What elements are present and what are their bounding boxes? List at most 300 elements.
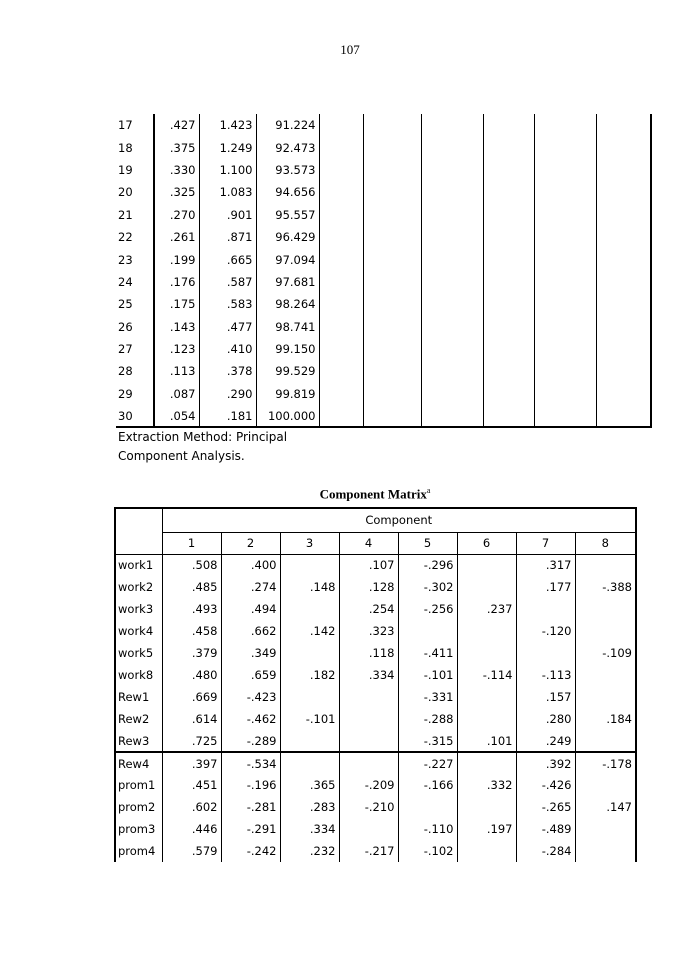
empty-cell [596, 383, 651, 405]
matrix-row [115, 708, 636, 730]
variance-footnote [118, 428, 287, 466]
eigenvalue-total: .123 [154, 338, 199, 360]
empty-cell [596, 136, 651, 158]
empty-cell [534, 226, 596, 248]
eigenvalue-total: .054 [154, 405, 199, 427]
loading-value: .458 [162, 620, 221, 642]
loading-value: .142 [280, 620, 339, 642]
variance-row [116, 405, 651, 427]
empty-cell [421, 338, 483, 360]
component-number: 22 [116, 226, 154, 248]
empty-cell [483, 338, 534, 360]
loading-value [575, 620, 636, 642]
matrix-row [115, 840, 636, 862]
empty-cell [596, 338, 651, 360]
empty-cell [421, 159, 483, 181]
cumulative-percent: 99.529 [256, 360, 319, 382]
empty-cell [596, 316, 651, 338]
loading-value: .446 [162, 818, 221, 840]
loading-value [339, 708, 398, 730]
loading-value: -.120 [516, 620, 575, 642]
empty-cell [483, 226, 534, 248]
empty-cell [534, 405, 596, 427]
percent-variance: .871 [199, 226, 256, 248]
variance-row [116, 271, 651, 293]
loading-value [457, 620, 516, 642]
cumulative-percent: 99.819 [256, 383, 319, 405]
loading-value [339, 730, 398, 752]
empty-cell [421, 136, 483, 158]
component-number: 29 [116, 383, 154, 405]
loading-value [575, 840, 636, 862]
loading-value: -.302 [398, 576, 457, 598]
loading-value [280, 598, 339, 620]
empty-cell [319, 360, 363, 382]
empty-cell [319, 226, 363, 248]
loading-value [575, 664, 636, 686]
empty-cell [363, 226, 421, 248]
loading-value: .323 [339, 620, 398, 642]
component-number-header: 7 [516, 532, 575, 554]
corner-cell [115, 508, 162, 554]
loading-value: .662 [221, 620, 280, 642]
matrix-row [115, 686, 636, 708]
empty-cell [596, 204, 651, 226]
variance-row [116, 293, 651, 315]
loading-value: .118 [339, 642, 398, 664]
empty-cell [483, 383, 534, 405]
component-number-header: 4 [339, 532, 398, 554]
empty-cell [534, 271, 596, 293]
footnote-line: Component Analysis. [118, 449, 245, 463]
loading-value: -.388 [575, 576, 636, 598]
loading-value: .128 [339, 576, 398, 598]
component-number: 23 [116, 248, 154, 270]
loading-value [280, 554, 339, 576]
empty-cell [421, 293, 483, 315]
loading-value: .249 [516, 730, 575, 752]
title-text: Component Matrix [319, 486, 427, 502]
loading-value: -.209 [339, 774, 398, 796]
empty-cell [483, 114, 534, 136]
variable-label: work2 [115, 576, 162, 598]
variable-label: Rew2 [115, 708, 162, 730]
empty-cell [421, 316, 483, 338]
loading-value: -.296 [398, 554, 457, 576]
loading-value: -.113 [516, 664, 575, 686]
empty-cell [363, 114, 421, 136]
loading-value [280, 642, 339, 664]
percent-variance: .290 [199, 383, 256, 405]
component-number-header: 5 [398, 532, 457, 554]
matrix-row [115, 730, 636, 752]
loading-value [457, 576, 516, 598]
variable-label: work8 [115, 664, 162, 686]
empty-cell [534, 248, 596, 270]
eigenvalue-total: .175 [154, 293, 199, 315]
empty-cell [319, 271, 363, 293]
loading-value: -.227 [398, 752, 457, 774]
loading-value [575, 686, 636, 708]
loading-value: -.426 [516, 774, 575, 796]
empty-cell [363, 204, 421, 226]
empty-cell [363, 316, 421, 338]
eigenvalue-total: .427 [154, 114, 199, 136]
loading-value [339, 818, 398, 840]
loading-value [280, 730, 339, 752]
loading-value [575, 554, 636, 576]
loading-value: -.534 [221, 752, 280, 774]
loading-value: -.411 [398, 642, 457, 664]
loading-value: .197 [457, 818, 516, 840]
empty-cell [319, 316, 363, 338]
loading-value [575, 730, 636, 752]
loading-value: -.101 [280, 708, 339, 730]
variance-row [116, 338, 651, 360]
eigenvalue-total: .375 [154, 136, 199, 158]
percent-variance: .587 [199, 271, 256, 293]
component-number-header: 2 [221, 532, 280, 554]
percent-variance: 1.249 [199, 136, 256, 158]
loading-value: -.110 [398, 818, 457, 840]
loading-value: .182 [280, 664, 339, 686]
variance-row [116, 226, 651, 248]
cumulative-percent: 97.094 [256, 248, 319, 270]
loading-value: -.178 [575, 752, 636, 774]
loading-value: .334 [280, 818, 339, 840]
variable-label: work3 [115, 598, 162, 620]
eigenvalue-total: .261 [154, 226, 199, 248]
cumulative-percent: 95.557 [256, 204, 319, 226]
component-number: 17 [116, 114, 154, 136]
loading-value: .349 [221, 642, 280, 664]
empty-cell [319, 248, 363, 270]
loading-value [457, 796, 516, 818]
empty-cell [483, 271, 534, 293]
empty-cell [483, 293, 534, 315]
empty-cell [421, 271, 483, 293]
empty-cell [483, 159, 534, 181]
empty-cell [534, 136, 596, 158]
empty-cell [363, 181, 421, 203]
loading-value: .508 [162, 554, 221, 576]
empty-cell [421, 181, 483, 203]
empty-cell [319, 293, 363, 315]
loading-value: .480 [162, 664, 221, 686]
loading-value: .107 [339, 554, 398, 576]
loading-value: .392 [516, 752, 575, 774]
eigenvalue-total: .199 [154, 248, 199, 270]
empty-cell [483, 316, 534, 338]
percent-variance: .410 [199, 338, 256, 360]
empty-cell [421, 114, 483, 136]
loading-value: .379 [162, 642, 221, 664]
variance-row [116, 383, 651, 405]
variable-label: work5 [115, 642, 162, 664]
loading-value: .579 [162, 840, 221, 862]
component-number: 21 [116, 204, 154, 226]
empty-cell [363, 338, 421, 360]
loading-value: .494 [221, 598, 280, 620]
loading-value: .332 [457, 774, 516, 796]
loading-value: -.288 [398, 708, 457, 730]
loading-value [457, 642, 516, 664]
component-number: 20 [116, 181, 154, 203]
title-superscript: a [426, 486, 431, 495]
empty-cell [363, 405, 421, 427]
eigenvalue-total: .330 [154, 159, 199, 181]
loading-value: .283 [280, 796, 339, 818]
loading-value: .365 [280, 774, 339, 796]
loading-value: .334 [339, 664, 398, 686]
empty-cell [319, 136, 363, 158]
percent-variance: 1.423 [199, 114, 256, 136]
matrix-row [115, 752, 636, 774]
cumulative-percent: 97.681 [256, 271, 319, 293]
component-number-header: 1 [162, 532, 221, 554]
loading-value [457, 840, 516, 862]
loading-value [457, 554, 516, 576]
component-number: 25 [116, 293, 154, 315]
loading-value: .451 [162, 774, 221, 796]
loading-value: -.331 [398, 686, 457, 708]
variable-label: prom2 [115, 796, 162, 818]
loading-value [339, 686, 398, 708]
loading-value: .280 [516, 708, 575, 730]
loading-value: -.256 [398, 598, 457, 620]
empty-cell [319, 114, 363, 136]
loading-value [516, 598, 575, 620]
empty-cell [596, 293, 651, 315]
variable-label: Rew4 [115, 752, 162, 774]
variance-row [116, 248, 651, 270]
loading-value: -.281 [221, 796, 280, 818]
loading-value [398, 620, 457, 642]
empty-cell [596, 159, 651, 181]
component-matrix-table [114, 507, 637, 862]
empty-cell [319, 181, 363, 203]
empty-cell [596, 248, 651, 270]
loading-value: .602 [162, 796, 221, 818]
loading-value: .614 [162, 708, 221, 730]
cumulative-percent: 92.473 [256, 136, 319, 158]
empty-cell [363, 136, 421, 158]
empty-cell [534, 293, 596, 315]
loading-value: .725 [162, 730, 221, 752]
component-number: 18 [116, 136, 154, 158]
eigenvalue-total: .270 [154, 204, 199, 226]
empty-cell [483, 248, 534, 270]
cumulative-percent: 91.224 [256, 114, 319, 136]
component-number: 27 [116, 338, 154, 360]
empty-cell [596, 226, 651, 248]
component-matrix-title [0, 486, 700, 502]
empty-cell [319, 159, 363, 181]
loading-value [398, 796, 457, 818]
empty-cell [421, 405, 483, 427]
loading-value: .184 [575, 708, 636, 730]
component-number-header: 8 [575, 532, 636, 554]
variance-row [116, 159, 651, 181]
empty-cell [596, 114, 651, 136]
loading-value: .317 [516, 554, 575, 576]
loading-value [516, 642, 575, 664]
loading-value [457, 686, 516, 708]
loading-value: -.423 [221, 686, 280, 708]
percent-variance: 1.083 [199, 181, 256, 203]
component-number-header: 3 [280, 532, 339, 554]
variance-row [116, 360, 651, 382]
empty-cell [534, 338, 596, 360]
loading-value: -.196 [221, 774, 280, 796]
cumulative-percent: 99.150 [256, 338, 319, 360]
empty-cell [421, 383, 483, 405]
cumulative-percent: 100.000 [256, 405, 319, 427]
empty-cell [319, 383, 363, 405]
loading-value: -.289 [221, 730, 280, 752]
matrix-row [115, 774, 636, 796]
empty-cell [363, 383, 421, 405]
component-number: 19 [116, 159, 154, 181]
component-number: 28 [116, 360, 154, 382]
eigenvalue-total: .176 [154, 271, 199, 293]
variance-row [116, 316, 651, 338]
empty-cell [363, 360, 421, 382]
empty-cell [319, 405, 363, 427]
empty-cell [596, 181, 651, 203]
empty-cell [534, 360, 596, 382]
loading-value: .659 [221, 664, 280, 686]
eigenvalue-total: .143 [154, 316, 199, 338]
loading-value: .397 [162, 752, 221, 774]
empty-cell [534, 316, 596, 338]
loading-value: .669 [162, 686, 221, 708]
empty-cell [363, 159, 421, 181]
empty-cell [534, 114, 596, 136]
component-number-header: 6 [457, 532, 516, 554]
percent-variance: .583 [199, 293, 256, 315]
variance-table [116, 114, 652, 428]
empty-cell [483, 204, 534, 226]
cumulative-percent: 98.741 [256, 316, 319, 338]
cumulative-percent: 98.264 [256, 293, 319, 315]
loading-value: -.102 [398, 840, 457, 862]
variable-label: prom3 [115, 818, 162, 840]
footnote-line: Extraction Method: Principal [118, 430, 288, 444]
variance-row [116, 204, 651, 226]
component-group-header: Component [162, 508, 636, 532]
percent-variance: .901 [199, 204, 256, 226]
percent-variance: .181 [199, 405, 256, 427]
percent-variance: 1.100 [199, 159, 256, 181]
empty-cell [363, 248, 421, 270]
empty-cell [319, 204, 363, 226]
loading-value: -.166 [398, 774, 457, 796]
loading-value: -.315 [398, 730, 457, 752]
matrix-row [115, 598, 636, 620]
empty-cell [483, 360, 534, 382]
eigenvalue-total: .113 [154, 360, 199, 382]
loading-value: .485 [162, 576, 221, 598]
percent-variance: .378 [199, 360, 256, 382]
empty-cell [534, 204, 596, 226]
matrix-row [115, 796, 636, 818]
loading-value: .493 [162, 598, 221, 620]
loading-value: -.284 [516, 840, 575, 862]
empty-cell [596, 405, 651, 427]
loading-value: -.217 [339, 840, 398, 862]
loading-value: -.489 [516, 818, 575, 840]
empty-cell [421, 204, 483, 226]
loading-value: .177 [516, 576, 575, 598]
component-number: 30 [116, 405, 154, 427]
loading-value [575, 818, 636, 840]
matrix-row [115, 554, 636, 576]
loading-value [575, 774, 636, 796]
matrix-row [115, 620, 636, 642]
loading-value: .147 [575, 796, 636, 818]
empty-cell [363, 271, 421, 293]
empty-cell [534, 383, 596, 405]
empty-cell [534, 181, 596, 203]
variable-label: Rew3 [115, 730, 162, 752]
loading-value [457, 708, 516, 730]
variable-label: prom1 [115, 774, 162, 796]
eigenvalue-total: .087 [154, 383, 199, 405]
loading-value: .101 [457, 730, 516, 752]
eigenvalue-total: .325 [154, 181, 199, 203]
empty-cell [421, 360, 483, 382]
loading-value: .274 [221, 576, 280, 598]
variance-row [116, 114, 651, 136]
empty-cell [319, 338, 363, 360]
loading-value: .157 [516, 686, 575, 708]
variable-label: work1 [115, 554, 162, 576]
loading-value: -.109 [575, 642, 636, 664]
loading-value: -.242 [221, 840, 280, 862]
loading-value: .232 [280, 840, 339, 862]
page-number: 107 [340, 42, 360, 57]
loading-value [280, 752, 339, 774]
loading-value [280, 686, 339, 708]
cumulative-percent: 93.573 [256, 159, 319, 181]
loading-value: -.101 [398, 664, 457, 686]
component-number: 26 [116, 316, 154, 338]
variable-label: Rew1 [115, 686, 162, 708]
variance-row [116, 181, 651, 203]
empty-cell [483, 181, 534, 203]
loading-value: .237 [457, 598, 516, 620]
empty-cell [363, 293, 421, 315]
empty-cell [596, 271, 651, 293]
empty-cell [596, 360, 651, 382]
loading-value: .400 [221, 554, 280, 576]
percent-variance: .665 [199, 248, 256, 270]
matrix-row [115, 576, 636, 598]
percent-variance: .477 [199, 316, 256, 338]
variance-row [116, 136, 651, 158]
empty-cell [483, 136, 534, 158]
loading-value: -.291 [221, 818, 280, 840]
loading-value: -.265 [516, 796, 575, 818]
loading-value [575, 598, 636, 620]
loading-value: -.210 [339, 796, 398, 818]
matrix-row [115, 818, 636, 840]
cumulative-percent: 96.429 [256, 226, 319, 248]
loading-value: .254 [339, 598, 398, 620]
empty-cell [421, 226, 483, 248]
empty-cell [483, 405, 534, 427]
